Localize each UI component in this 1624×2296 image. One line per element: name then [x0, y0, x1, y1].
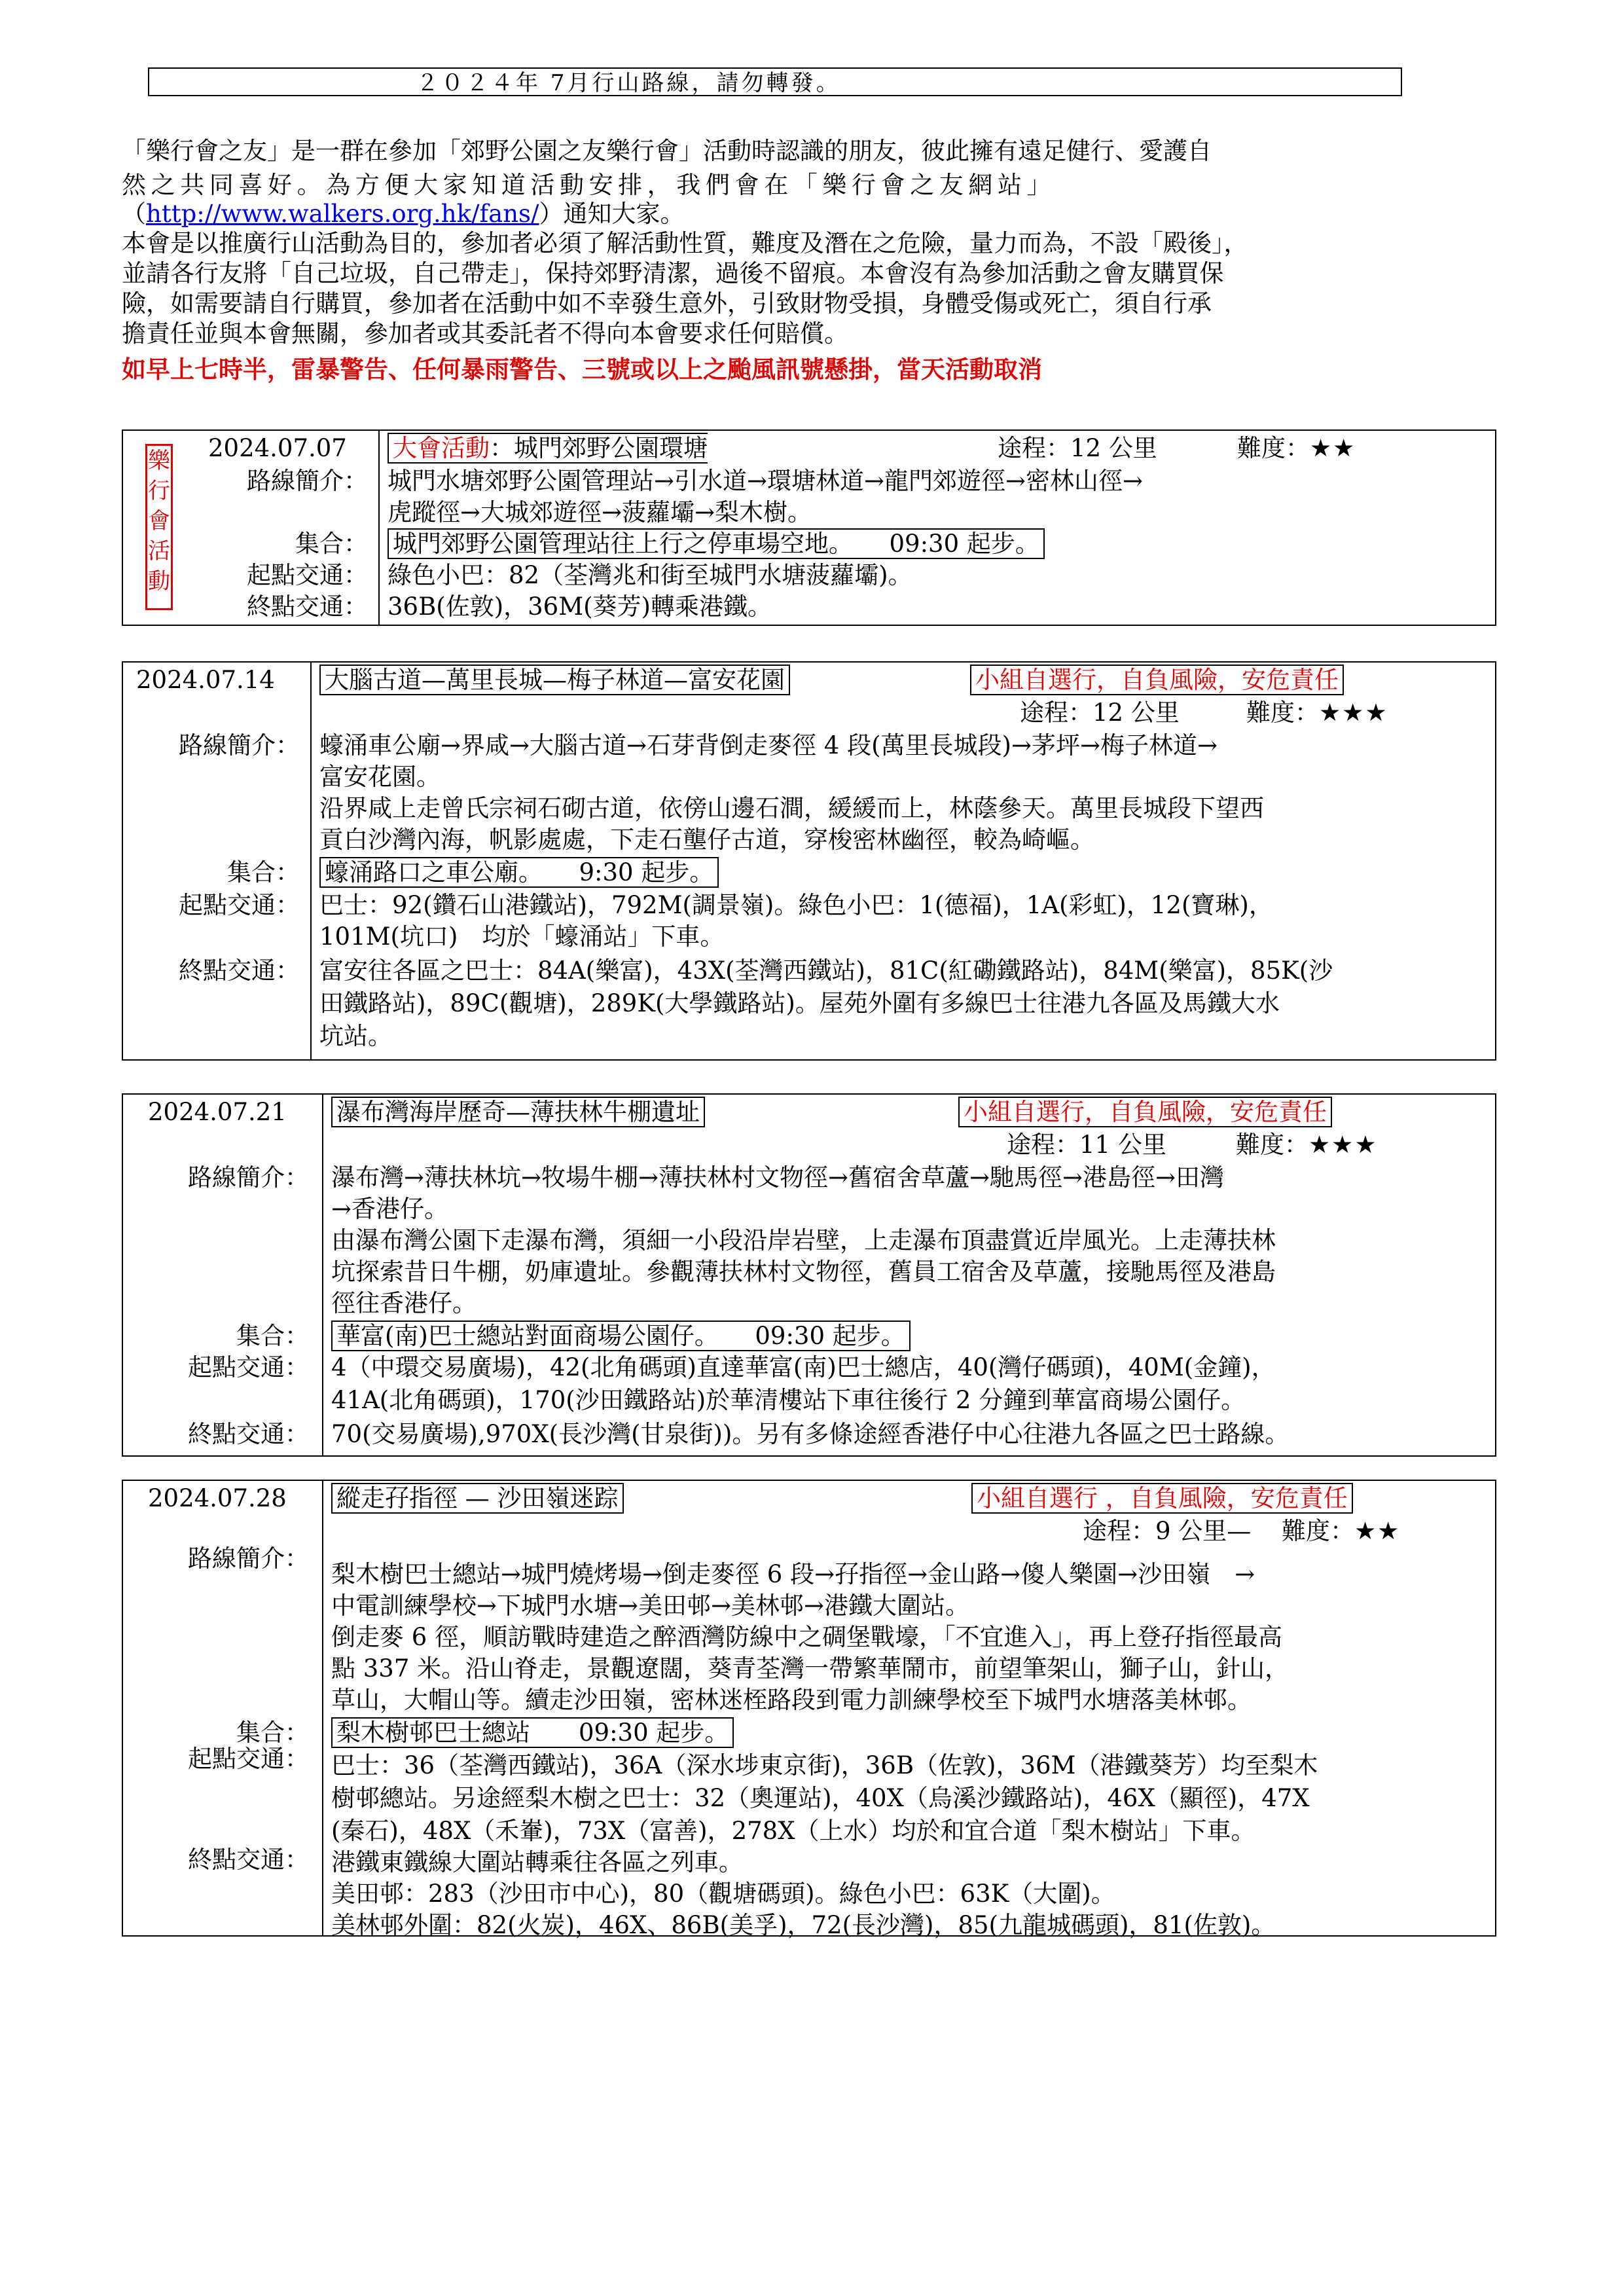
hike-distance: 途程：11 公里: [1007, 1131, 1166, 1159]
difficulty-stars: ★★: [1310, 434, 1356, 462]
end-transport-label: 終點交通：: [179, 957, 300, 985]
hike-title: 瀑布灣海岸歷奇—薄扶林牛棚遺址: [331, 1096, 705, 1129]
hike-card: [122, 661, 1496, 1061]
end-transport: 美林邨外圍：82(火炭)，46X、86B(美孚)，72(長沙灣)，85(九龍城碼頭)，81(佐敦)。: [331, 1911, 1276, 1939]
meet-label: 集合：: [236, 1719, 309, 1747]
official-event-vertical-label: 樂 行 會 活 動: [145, 444, 173, 610]
end-transport-label: 終點交通：: [188, 1420, 309, 1448]
intro-line: 然之共同喜好。為方便大家知道活動安排，我們會在「樂行會之友網站」: [122, 171, 1056, 199]
hike-date: 2024.07.14: [136, 666, 275, 694]
risk-notice: 小組自選行，自負風險，安危責任: [970, 664, 1344, 697]
start-transport-label: 起點交通：: [179, 891, 300, 919]
difficulty-stars: ★★★: [1308, 1131, 1378, 1159]
hike-card: [122, 1480, 1496, 1937]
hike-date: 2024.07.28: [148, 1484, 287, 1512]
start-transport: (秦石)，48X（禾輋)，73X（富善)，278X（上水）均於和宜合道「梨木樹站」下車。: [331, 1817, 1255, 1845]
end-transport: 田鐵路站)，89C(觀塘)，289K(大學鐵路站)。屋苑外圍有多線巴士往港九各區及馬鐵大水: [319, 989, 1280, 1017]
intro-line: 本會是以推廣行山活動為目的，參加者必須了解活動性質，難度及潛在之危險，量力而為，不設「殿後」，: [122, 229, 1248, 257]
page-title: ２０２４年 7月行山路線，請勿轉發。: [148, 67, 1402, 96]
route-desc: 倒走麥 6 徑，順訪戰時建造之醉酒灣防線中之碉堡戰壕，「不宜進入」，再上登孖指徑最高: [331, 1623, 1283, 1651]
intro-line: 「樂行會之友」是一群在參加「郊野公園之友樂行會」活動時認識的朋友，彼此擁有遠足健行、愛護自: [122, 137, 1212, 165]
route-label: 路線簡介：: [247, 467, 368, 495]
hike-distance: 途程：12 公里: [998, 434, 1157, 462]
route-text: 蠔涌車公廟→界咸→大腦古道→石芽背倒走麥徑 4 段(萬里長城段)→茅坪→梅子林道→: [319, 731, 1218, 759]
meet-point: 華富(南)巴士總站對面商場公園仔。 09:30 起步。: [331, 1320, 911, 1353]
intro-bracket: （: [122, 200, 146, 228]
risk-notice: 小組自選行，自負風險，安危責任: [958, 1096, 1332, 1129]
intro-line: 擔責任並與本會無關，參加者或其委託者不得向本會要求任何賠償。: [122, 319, 848, 348]
route-desc: 貢白沙灣內海，帆影處處，下走石壟仔古道，穿梭密林幽徑，較為崎嶇。: [319, 826, 1094, 854]
hike-title: 縱走孖指徑 — 沙田嶺迷踪: [331, 1482, 624, 1515]
route-text: 虎蹤徑→大城郊遊徑→菠蘿壩→梨木樹。: [388, 498, 812, 526]
end-transport: 坑站。: [319, 1022, 392, 1050]
meet-point: 蠔涌路口之車公廟。 9:30 起步。: [319, 856, 719, 889]
hike-title: 大腦古道—萬里長城—梅子林道—富安花園: [319, 664, 790, 697]
difficulty-stars: ★★: [1354, 1517, 1401, 1545]
route-label: 路線簡介：: [188, 1544, 309, 1573]
end-transport: 70(交易廣場),970X(長沙灣(甘泉街))。另有多條途經香港仔中心往港九各區之巴士路線。: [331, 1420, 1290, 1448]
end-transport: 港鐵東鐵線大圍站轉乘往各區之列車。: [331, 1848, 743, 1876]
hike-difficulty: 難度：★★★: [1246, 699, 1388, 727]
route-text: 城門水塘郊野公園管理站→引水道→環塘林道→龍門郊遊徑→密林山徑→: [388, 467, 1144, 495]
route-desc: 徑往香港仔。: [331, 1289, 477, 1317]
start-transport-label: 起點交通：: [188, 1353, 309, 1381]
meet-label: 集合：: [227, 858, 300, 886]
hike-title-text: ：城門郊野公園環塘: [490, 434, 708, 462]
start-transport: 41A(北角碼頭)，170(沙田鐵路站)於華清樓站下車往後行 2 分鐘到華富商場公園仔。: [331, 1386, 1246, 1414]
difficulty-stars: ★★★: [1319, 699, 1388, 727]
hike-difficulty: 難度：★★★: [1236, 1131, 1378, 1159]
official-event-tag: 大會活動: [393, 434, 490, 462]
route-text: 瀑布灣→薄扶林坑→牧場牛棚→薄扶林村文物徑→舊宿舍草蘆→馳馬徑→港島徑→田灣: [331, 1163, 1225, 1192]
route-text: →香港仔。: [331, 1195, 449, 1223]
intro-bracket: ）通知大家。: [539, 200, 685, 228]
start-transport-label: 起點交通：: [247, 561, 368, 589]
hike-difficulty: 難度：★★: [1282, 1517, 1401, 1545]
route-desc: 點 337 米。沿山脊走，景觀遼闊，葵青荃灣一帶繁華鬧市，前望筆架山，獅子山，針山，: [331, 1654, 1290, 1683]
route-text: 中電訓練學校→下城門水塘→美田邨→美林邨→港鐵大圍站。: [331, 1592, 970, 1620]
start-transport: 巴士：92(鑽石山港鐵站)，792M(調景嶺)。綠色小巴：1(德福)，1A(彩虹)，12(寶琳)，: [319, 891, 1273, 919]
hike-card: [122, 1093, 1496, 1457]
intro-line: 險，如需要請自行購買，參加者在活動中如不幸發生意外，引致財物受損，身體受傷或死亡，須自行承: [122, 289, 1212, 318]
start-transport: 巴士：36（荃灣西鐵站)，36A（深水埗東京街)，36B（佐敦)，36M（港鐵葵芳）均至梨木: [331, 1751, 1318, 1779]
start-transport: 101M(坑口) 均於「蠔涌站」下車。: [319, 922, 725, 951]
route-desc: 草山，大帽山等。續走沙田嶺，密林迷桎路段到電力訓練學校至下城門水塘落美林邨。: [331, 1686, 1252, 1714]
meet-label: 集合：: [236, 1322, 309, 1350]
end-transport: 富安往各區之巴士：84A(樂富)，43X(荃灣西鐵站)，81C(紅磡鐵路站)，84M(樂富)，85K(沙: [319, 957, 1333, 985]
end-transport: 美田邨：283（沙田市中心)，80（觀塘碼頭)。綠色小巴：63K（大圍)。: [331, 1880, 1115, 1908]
start-transport-label: 起點交通：: [188, 1745, 309, 1773]
route-label: 路線簡介：: [188, 1163, 309, 1192]
end-transport-label: 終點交通：: [247, 592, 368, 621]
start-transport: 綠色小巴：82（荃灣兆和街至城門水塘菠蘿壩)。: [388, 561, 912, 589]
start-transport: 4（中環交易廣場)，42(北角碼頭)直達華富(南)巴士總店，40(灣仔碼頭)，40M(金鐘)，: [331, 1353, 1276, 1381]
hike-date: 2024.07.21: [148, 1098, 287, 1126]
end-transport-label: 終點交通：: [188, 1846, 309, 1874]
hike-difficulty: 難度：★★: [1237, 434, 1356, 462]
meet-point: 城門郊野公園管理站往上行之停車場空地。 09:30 起步。: [388, 528, 1045, 560]
intro-line: 並請各行友將「自己垃圾，自己帶走」，保持郊野清潔，過後不留痕。本會沒有為參加活動之會友購買保: [122, 259, 1224, 287]
hike-distance: 途程：12 公里: [1020, 699, 1180, 727]
start-transport: 樹邨總站。另途經梨木樹之巴士：32（奧運站)，40X（烏溪沙鐵路站)，46X（顯徑)，47X: [331, 1784, 1310, 1812]
hike-date: 2024.07.07: [208, 434, 347, 462]
cancellation-warning: 如早上七時半，雷暴警告、任何暴雨警告、三號或以上之颱風訊號懸掛，當天活動取消: [122, 355, 1042, 384]
meet-point: 梨木樹邨巴士總站 09:30 起步。: [331, 1717, 734, 1749]
hike-distance: 途程：9 公里—: [1083, 1517, 1252, 1545]
route-desc: 由瀑布灣公園下走瀑布灣，須細一小段沿岸岩壁，上走瀑布頂盡賞近岸風光。上走薄扶林: [331, 1226, 1276, 1254]
end-transport: 36B(佐敦)，36M(葵芳)轉乘港鐵。: [388, 592, 772, 621]
route-desc: 沿界咸上走曾氏宗祠石砌古道，依傍山邊石澗，緩緩而上，林蔭參天。萬里長城段下望西: [319, 794, 1264, 822]
hike-title: [388, 432, 708, 465]
meet-label: 集合：: [295, 530, 368, 558]
fans-website-link[interactable]: http://www.walkers.org.hk/fans/: [146, 200, 539, 228]
route-label: 路線簡介：: [179, 731, 300, 759]
risk-notice: 小組自選行 ，自負風險，安危責任: [971, 1482, 1353, 1515]
route-text: 富安花園。: [319, 763, 441, 791]
hike-card: [122, 429, 1496, 626]
route-desc: 坑探索昔日牛棚，奶庫遺址。參觀薄扶林村文物徑，舊員工宿舍及草蘆，接馳馬徑及港島: [331, 1258, 1276, 1286]
route-text: 梨木樹巴士總站→城門燒烤場→倒走麥徑 6 段→孖指徑→金山路→傻人樂園→沙田嶺 →: [331, 1560, 1255, 1588]
